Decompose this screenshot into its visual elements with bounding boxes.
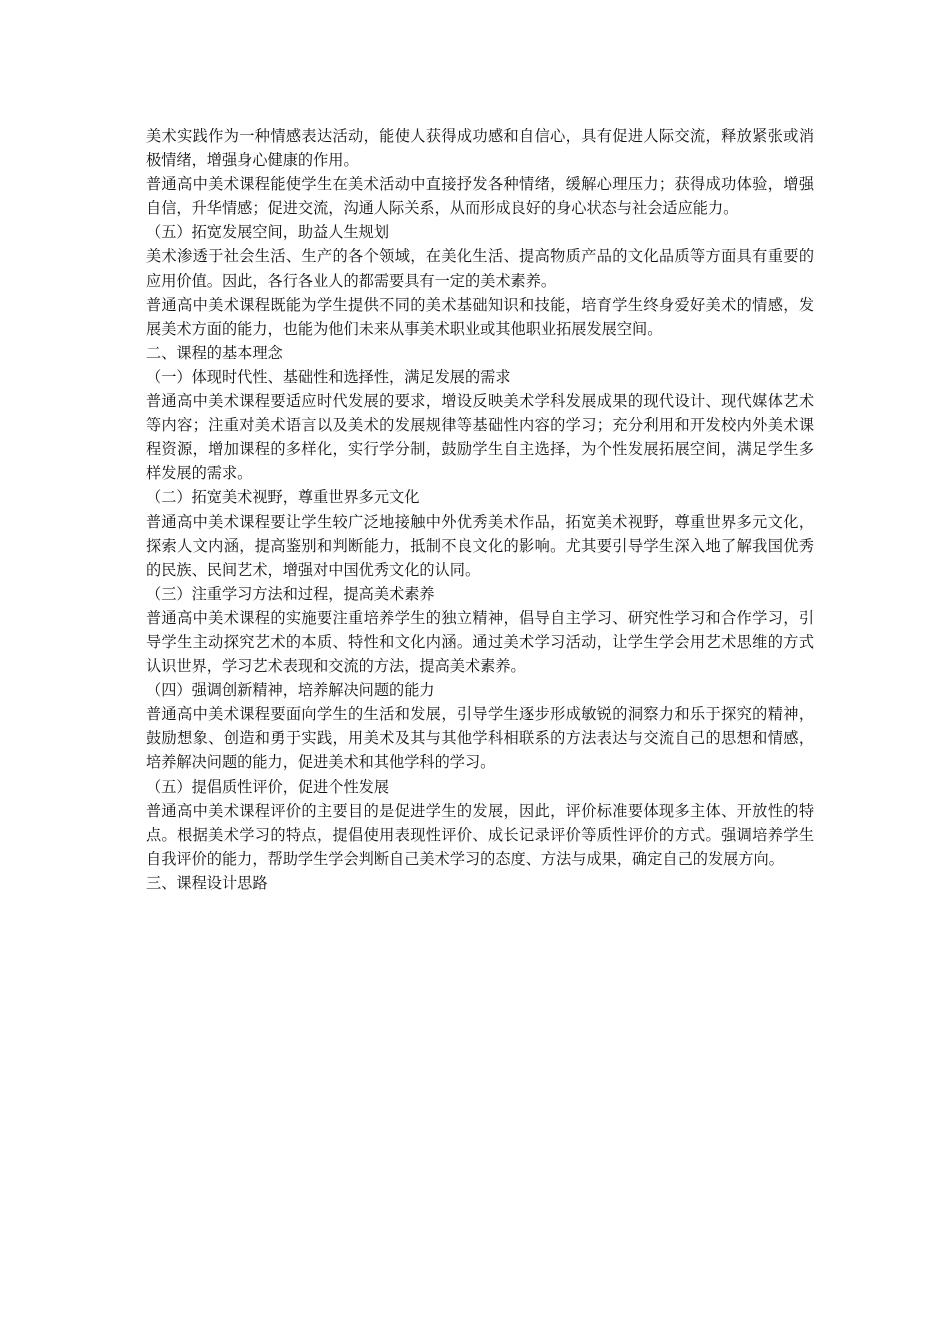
body-paragraph: 普通高中美术课程既能为学生提供不同的美术基础知识和技能，培育学生终身爱好美术的情感，发展美术方面的能力，也能为他们未来从事美术职业或其他职业拓展发展空间。 (146, 295, 814, 338)
body-paragraph: 美术实践作为一种情感表达活动，能使人获得成功感和自信心，具有促进人际交流，释放紧张或消极情绪，增强身心健康的作用。 (146, 127, 814, 170)
body-paragraph: 普通高中美术课程能使学生在美术活动中直接抒发各种情绪，缓解心理压力；获得成功体验，增强自信，升华情感；促进交流，沟通人际关系，从而形成良好的身心状态与社会适应能力。 (146, 175, 814, 218)
subsection-heading: （五）拓宽发展空间，助益人生规划 (146, 223, 389, 242)
document-body (146, 124, 814, 895)
section-heading: 二、课程的基本理念 (146, 343, 283, 362)
body-paragraph: 普通高中美术课程要面向学生的生活和发展，引导学生逐步形成敏锐的洞察力和乐于探究的精神，鼓励想象、创造和勇于实践，用美术及其与其他学科相联系的方法表达与交流自己的思想和情感，培养解决问题的能力，促进美术和其他学科的学习。 (146, 705, 814, 772)
body-paragraph: 美术渗透于社会生活、生产的各个领域，在美化生活、提高物质产品的文化品质等方面具有重要的应用价值。因此，各行各业人的都需要具有一定的美术素养。 (146, 247, 814, 290)
subsection-heading: （二）拓宽美术视野，尊重世界多元文化 (146, 488, 420, 507)
subsection-heading: （一）体现时代性、基础性和选择性，满足发展的需求 (146, 367, 511, 386)
body-paragraph: 普通高中美术课程要让学生较广泛地接触中外优秀美术作品，拓宽美术视野，尊重世界多元文化，探索人文内涵，提高鉴别和判断能力，抵制不良文化的影响。尤其要引导学生深入地了解我国优秀的民族、民间艺术，增强对中国优秀文化的认同。 (146, 512, 814, 579)
body-paragraph: 普通高中美术课程要适应时代发展的要求，增设反映美术学科发展成果的现代设计、现代媒体艺术等内容；注重对美术语言以及美术的发展规律等基础性内容的学习；充分利用和开发校内外美术课程资源，增加课程的多样化，实行学分制，鼓励学生自主选择，为个性发展拓展空间，满足学生多样发展的需求。 (146, 392, 814, 483)
section-heading: 三、课程设计思路 (146, 873, 268, 892)
subsection-heading: （五）提倡质性评价，促进个性发展 (146, 777, 389, 796)
body-paragraph: 普通高中美术课程评价的主要目的是促进学生的发展，因此，评价标准要体现多主体、开放性的特点。根据美术学习的特点，提倡使用表现性评价、成长记录评价等质性评价的方式。强调培养学生自我评价的能力，帮助学生学会判断自己美术学习的态度、方法与成果，确定自己的发展方向。 (146, 801, 814, 868)
body-paragraph: 普通高中美术课程的实施要注重培养学生的独立精神，倡导自主学习、研究性学习和合作学习，引导学生主动探究艺术的本质、特性和文化内涵。通过美术学习活动，让学生学会用艺术思维的方式认识世界，学习艺术表现和交流的方法，提高美术素养。 (146, 608, 814, 676)
subsection-heading: （四）强调创新精神，培养解决问题的能力 (146, 681, 435, 700)
subsection-heading: （三）注重学习方法和过程，提高美术素养 (146, 584, 435, 603)
